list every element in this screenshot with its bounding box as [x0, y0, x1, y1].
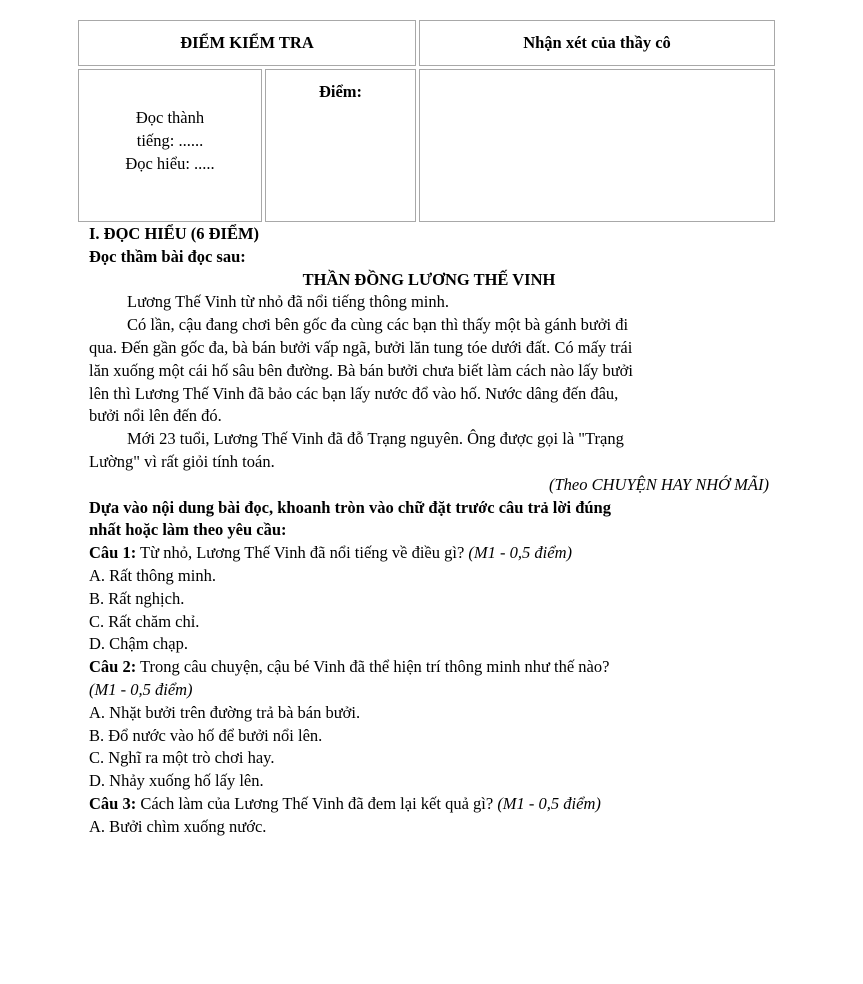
question-3 — [89, 793, 769, 816]
question-1-option-a[interactable]: A. Rất thông minh. — [89, 565, 216, 585]
story-paragraph-3-line-2: Lường" vì rất giỏi tính toán. — [89, 451, 275, 471]
story-paragraph-2-line-5: bưởi nổi lên đến đó. — [89, 406, 222, 426]
question-1-option-c[interactable]: C. Rất chăm chỉ. — [89, 611, 200, 631]
question-3-text: Cách làm của Lương Thế Vinh đã đem lại kết quả gì? — [136, 793, 498, 813]
story-paragraph-3-line-1: Mới 23 tuổi, Lương Thế Vinh đã đỗ Trạng nguyên. Ông được gọi là "Trạng — [127, 429, 624, 449]
read-aloud-label-1: Đọc thành — [135, 108, 205, 127]
question-2-label: Câu 2: — [89, 657, 137, 677]
question-1-text: Từ nhỏ, Lương Thế Vinh đã nổi tiếng về điều gì? — [136, 543, 469, 563]
teacher-comment-cell — [419, 69, 775, 222]
story-paragraph-2-line-3: lăn xuống một cái hố sâu bên đường. Bà bán bưởi chưa biết làm cách nào lấy bưởi — [89, 360, 633, 380]
question-2 — [89, 656, 769, 679]
question-2-points: (M1 - 0,5 điểm) — [89, 679, 193, 699]
question-3-label: Câu 3: — [89, 793, 137, 813]
question-2-text: Trong câu chuyện, cậu bé Vinh đã thể hiện trí thông minh như thế nào? — [136, 657, 610, 677]
question-2-option-c[interactable]: C. Nghĩ ra một trò chơi hay. — [89, 748, 275, 768]
score-header: ĐIỂM KIỂM TRA — [180, 33, 314, 52]
comment-header-cell — [419, 20, 775, 66]
story-title: THẦN ĐỒNG LƯƠNG THẾ VINH — [302, 269, 556, 289]
story-source: (Theo CHUYỆN HAY NHỚ MÃI) — [548, 474, 769, 494]
question-2-option-b[interactable]: B. Đổ nước vào hố để bưởi nổi lên. — [89, 725, 323, 745]
story-paragraph-2-line-4: lên thì Lương Thế Vinh đã bảo các bạn lấy nước đổ vào hố. Nước dâng đến đâu, — [89, 383, 619, 403]
score-label: Điểm: — [318, 82, 363, 101]
story-paragraph-1: Lương Thế Vinh từ nhỏ đã nổi tiếng thông minh. — [127, 292, 449, 312]
question-1-points: (M1 - 0,5 điểm) — [468, 543, 572, 563]
read-aloud-label-2: tiếng: ...... — [136, 131, 204, 150]
document-content — [89, 223, 769, 839]
story-paragraph-2-line-1: Có lần, cậu đang chơi bên gốc đa cùng các bạn thì thấy một bà gánh bưởi đi — [127, 315, 629, 335]
directions-line-1: Dựa vào nội dung bài đọc, khoanh tròn vào chữ đặt trước câu trả lời đúng — [89, 497, 611, 517]
directions-line-2: nhất hoặc làm theo yêu cầu: — [89, 520, 287, 540]
story-paragraph-2-line-2: qua. Đến gần gốc đa, bà bán bưởi vấp ngã, bưởi lăn tung tóe dưới đất. Có mấy trái — [89, 337, 633, 357]
question-1-option-b[interactable]: B. Rất nghịch. — [89, 588, 185, 608]
question-3-points: (M1 - 0,5 điểm) — [497, 793, 601, 813]
question-1 — [89, 542, 769, 565]
section-title: I. ĐỌC HIỂU (6 ĐIỂM) — [89, 224, 260, 243]
reading-instruction: Đọc thầm bài đọc sau: — [89, 246, 246, 266]
question-2-option-d[interactable]: D. Nhảy xuống hố lấy lên. — [89, 771, 264, 791]
score-header-cell — [78, 20, 416, 66]
question-1-label: Câu 1: — [89, 543, 137, 563]
question-1-option-d[interactable]: D. Chậm chạp. — [89, 634, 188, 654]
total-score-cell — [265, 69, 416, 222]
question-2-option-a[interactable]: A. Nhặt bưởi trên đường trả bà bán bưởi. — [89, 702, 361, 722]
question-3-option-a[interactable]: A. Bưởi chìm xuống nước. — [89, 816, 267, 836]
read-comprehension-label: Đọc hiểu: ..... — [125, 154, 215, 173]
reading-score-labels — [79, 106, 261, 175]
reading-score-cell — [78, 69, 262, 222]
score-table — [78, 20, 775, 222]
comment-header: Nhận xét của thầy cô — [523, 33, 671, 52]
